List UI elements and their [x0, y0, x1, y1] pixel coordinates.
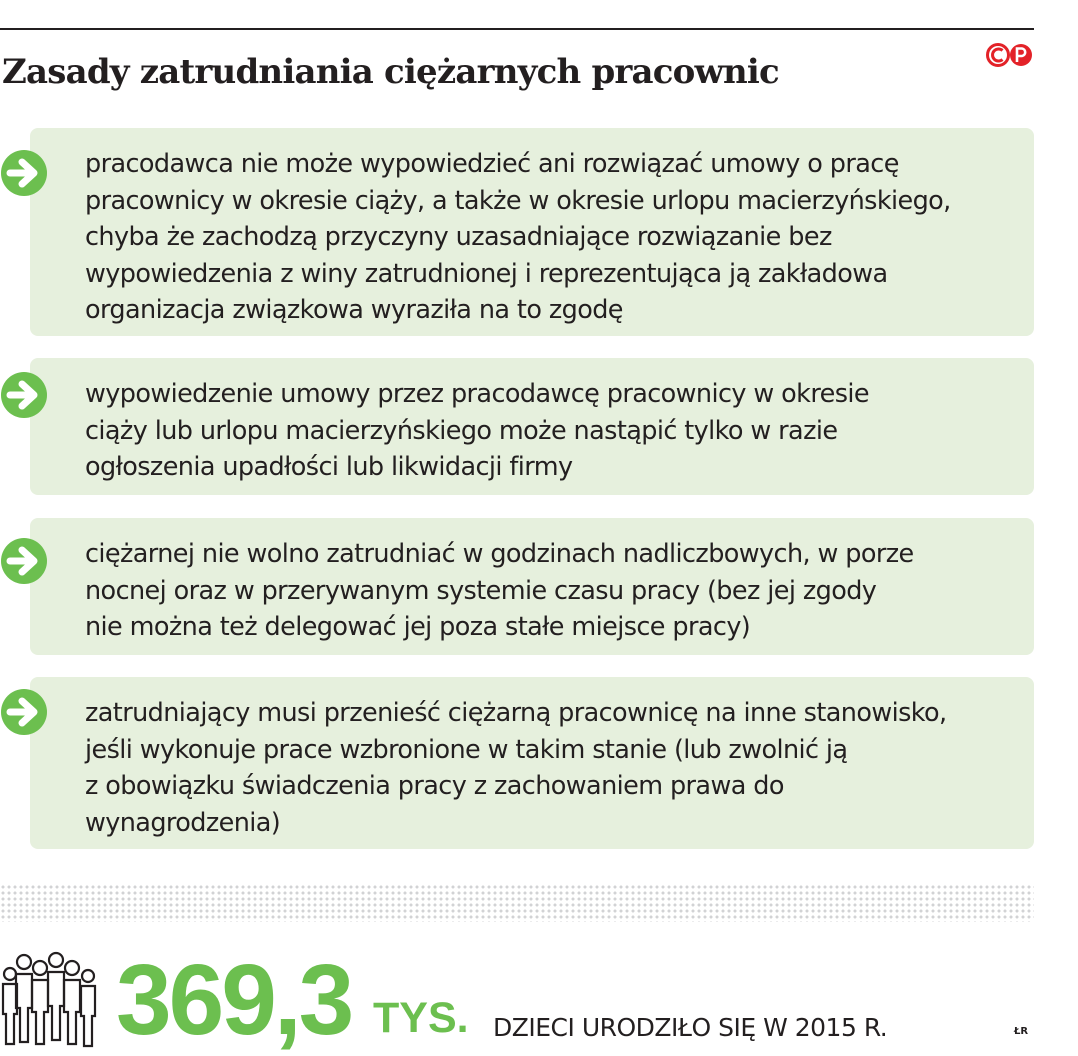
infographic-title: Zasady zatrudniania ciężarnych pracownic — [2, 52, 779, 92]
rule-text: pracodawca nie może wypowiedzieć ani rozwiązać umowy o pracę pracownicy w okresie ciąży, a także w okresie urlopu macierzyńskiego, chyba że zachodzą przyczyny uzasadniające rozwiązanie bez wypowiedzenia z winy zatrudnionej i reprezentująca ją zakładowa organizacja związkowa wyraziła na to zgodę — [85, 149, 951, 325]
rule-card — [30, 358, 1034, 495]
rule-text: wypowiedzenie umowy przez pracodawcę pracownicy w okresie ciąży lub urlopu macierzyńskiego może nastąpić tylko w razie ogłoszenia upadłości lub likwidacji firmy — [85, 379, 869, 482]
rule-text: zatrudniający musi przenieść ciężarną pracownicę na inne stanowisko, jeśli wykonuje prace wzbronione w takim stanie (lub zwolnić ją z obowiązku świadczenia pracy z zachowaniem prawa do wynagrodzenia) — [85, 698, 947, 838]
stat-caption: DZIECI URODZIŁO SIĘ W 2015 R. — [493, 1013, 888, 1042]
cp-logo-icon — [986, 42, 1034, 68]
dotted-divider — [0, 884, 1034, 922]
author-credit: ŁR — [1014, 1026, 1029, 1037]
stat-unit: TYS. — [373, 994, 469, 1042]
rule-card — [30, 677, 1034, 849]
arrow-right-icon — [0, 371, 48, 419]
people-icon — [0, 950, 100, 1048]
top-rule — [0, 28, 1034, 30]
rule-card — [30, 518, 1034, 655]
arrow-right-icon — [0, 537, 48, 585]
rule-text: ciężarnej nie wolno zatrudniać w godzinach nadliczbowych, w porze nocnej oraz w przerywanym systemie czasu pracy (bez jej zgody nie można też delegować jej poza stałe miejsce pracy) — [85, 539, 914, 642]
arrow-right-icon — [0, 688, 48, 736]
arrow-right-icon — [0, 149, 48, 197]
stat-number: 369,3 — [116, 944, 352, 1056]
rule-card — [30, 128, 1034, 336]
